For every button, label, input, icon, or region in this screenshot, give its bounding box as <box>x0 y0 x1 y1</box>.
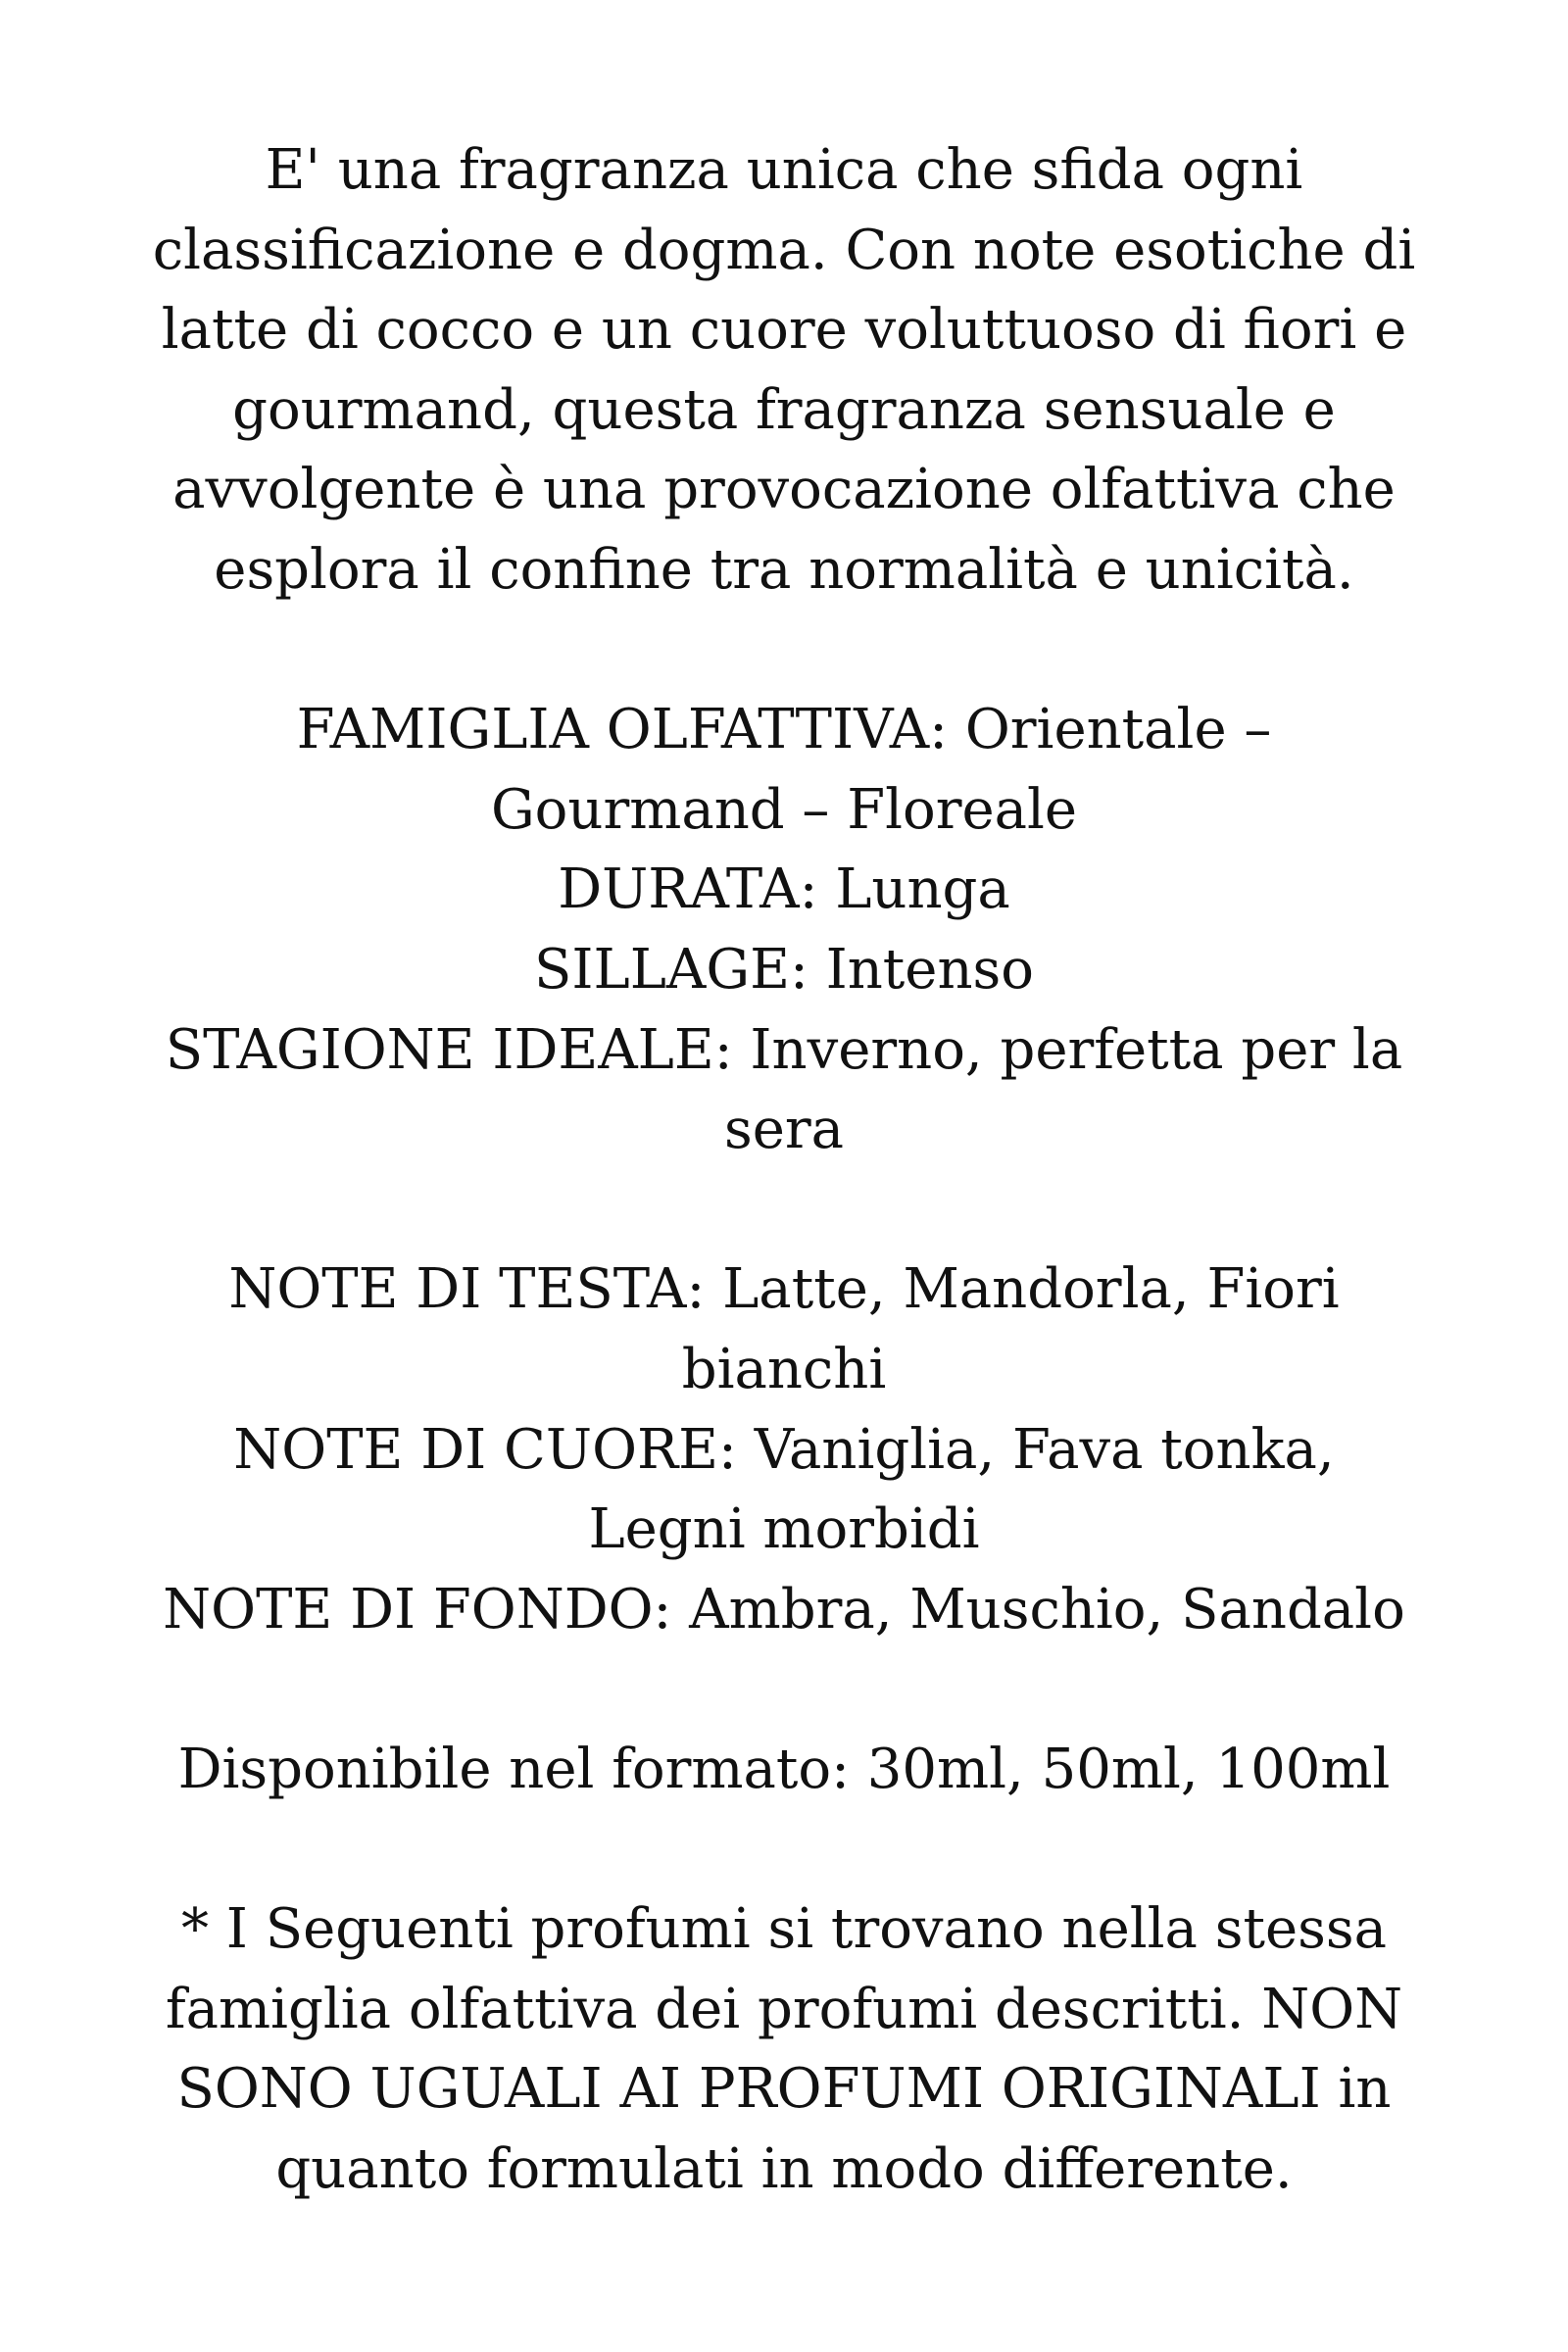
olfactory-family-line-cont: Gourmand – Floreale <box>490 777 1078 842</box>
description-line: latte di cocco e un cuore voluttuoso di fiori e <box>161 298 1407 363</box>
paragraph-spacer <box>0 611 1568 691</box>
paragraph-spacer <box>0 1649 1568 1730</box>
disclaimer-line: quanto formulati in modo differente. <box>275 2136 1293 2201</box>
top-notes-line: NOTE DI TESTA: Latte, Mandorla, Fiori <box>228 1257 1340 1322</box>
disclaimer-line: * I Seguenti profumi si trovano nella stessa <box>180 1897 1387 1962</box>
top-notes-line-cont: bianchi <box>681 1337 887 1401</box>
notes-section <box>0 1250 1568 1649</box>
ideal-season-line-cont: sera <box>723 1098 845 1162</box>
product-description-document <box>0 130 1568 2209</box>
description-line: E' una fragranza unica che sfida ogni <box>265 138 1303 202</box>
duration-line: DURATA: Lunga <box>558 858 1010 922</box>
disclaimer-line: famiglia olfattiva dei profumi descritti. NON <box>165 1977 1403 2041</box>
disclaimer-line: SONO UGUALI AI PROFUMI ORIGINALI in <box>176 2057 1392 2122</box>
sillage-line: SILLAGE: Intenso <box>534 937 1034 1002</box>
available-formats-line: Disponibile nel formato: 30ml, 50ml, 100ml <box>177 1737 1391 1801</box>
description-line: esplora il confine tra normalità e unicità. <box>214 537 1354 602</box>
disclaimer-section <box>0 1889 1568 2209</box>
description-line: gourmand, questa fragranza sensuale e <box>232 377 1336 442</box>
description-line: avvolgente è una provocazione olfattiva che <box>172 458 1396 522</box>
characteristics-section <box>0 690 1568 1170</box>
olfactory-family-line: FAMIGLIA OLFATTIVA: Orientale – <box>296 698 1272 762</box>
formats-section <box>0 1730 1568 1810</box>
description-line: classificazione e dogma. Con note esotiche di <box>152 218 1416 282</box>
ideal-season-line: STAGIONE IDEALE: Inverno, perfetta per la <box>165 1017 1403 1082</box>
heart-notes-line: NOTE DI CUORE: Vaniglia, Fava tonka, <box>233 1417 1335 1482</box>
base-notes-line: NOTE DI FONDO: Ambra, Muschio, Sandalo <box>163 1577 1405 1642</box>
heart-notes-line-cont: Legni morbidi <box>588 1497 980 1562</box>
paragraph-spacer <box>0 1809 1568 1889</box>
description-paragraph <box>0 130 1568 611</box>
paragraph-spacer <box>0 1170 1568 1250</box>
